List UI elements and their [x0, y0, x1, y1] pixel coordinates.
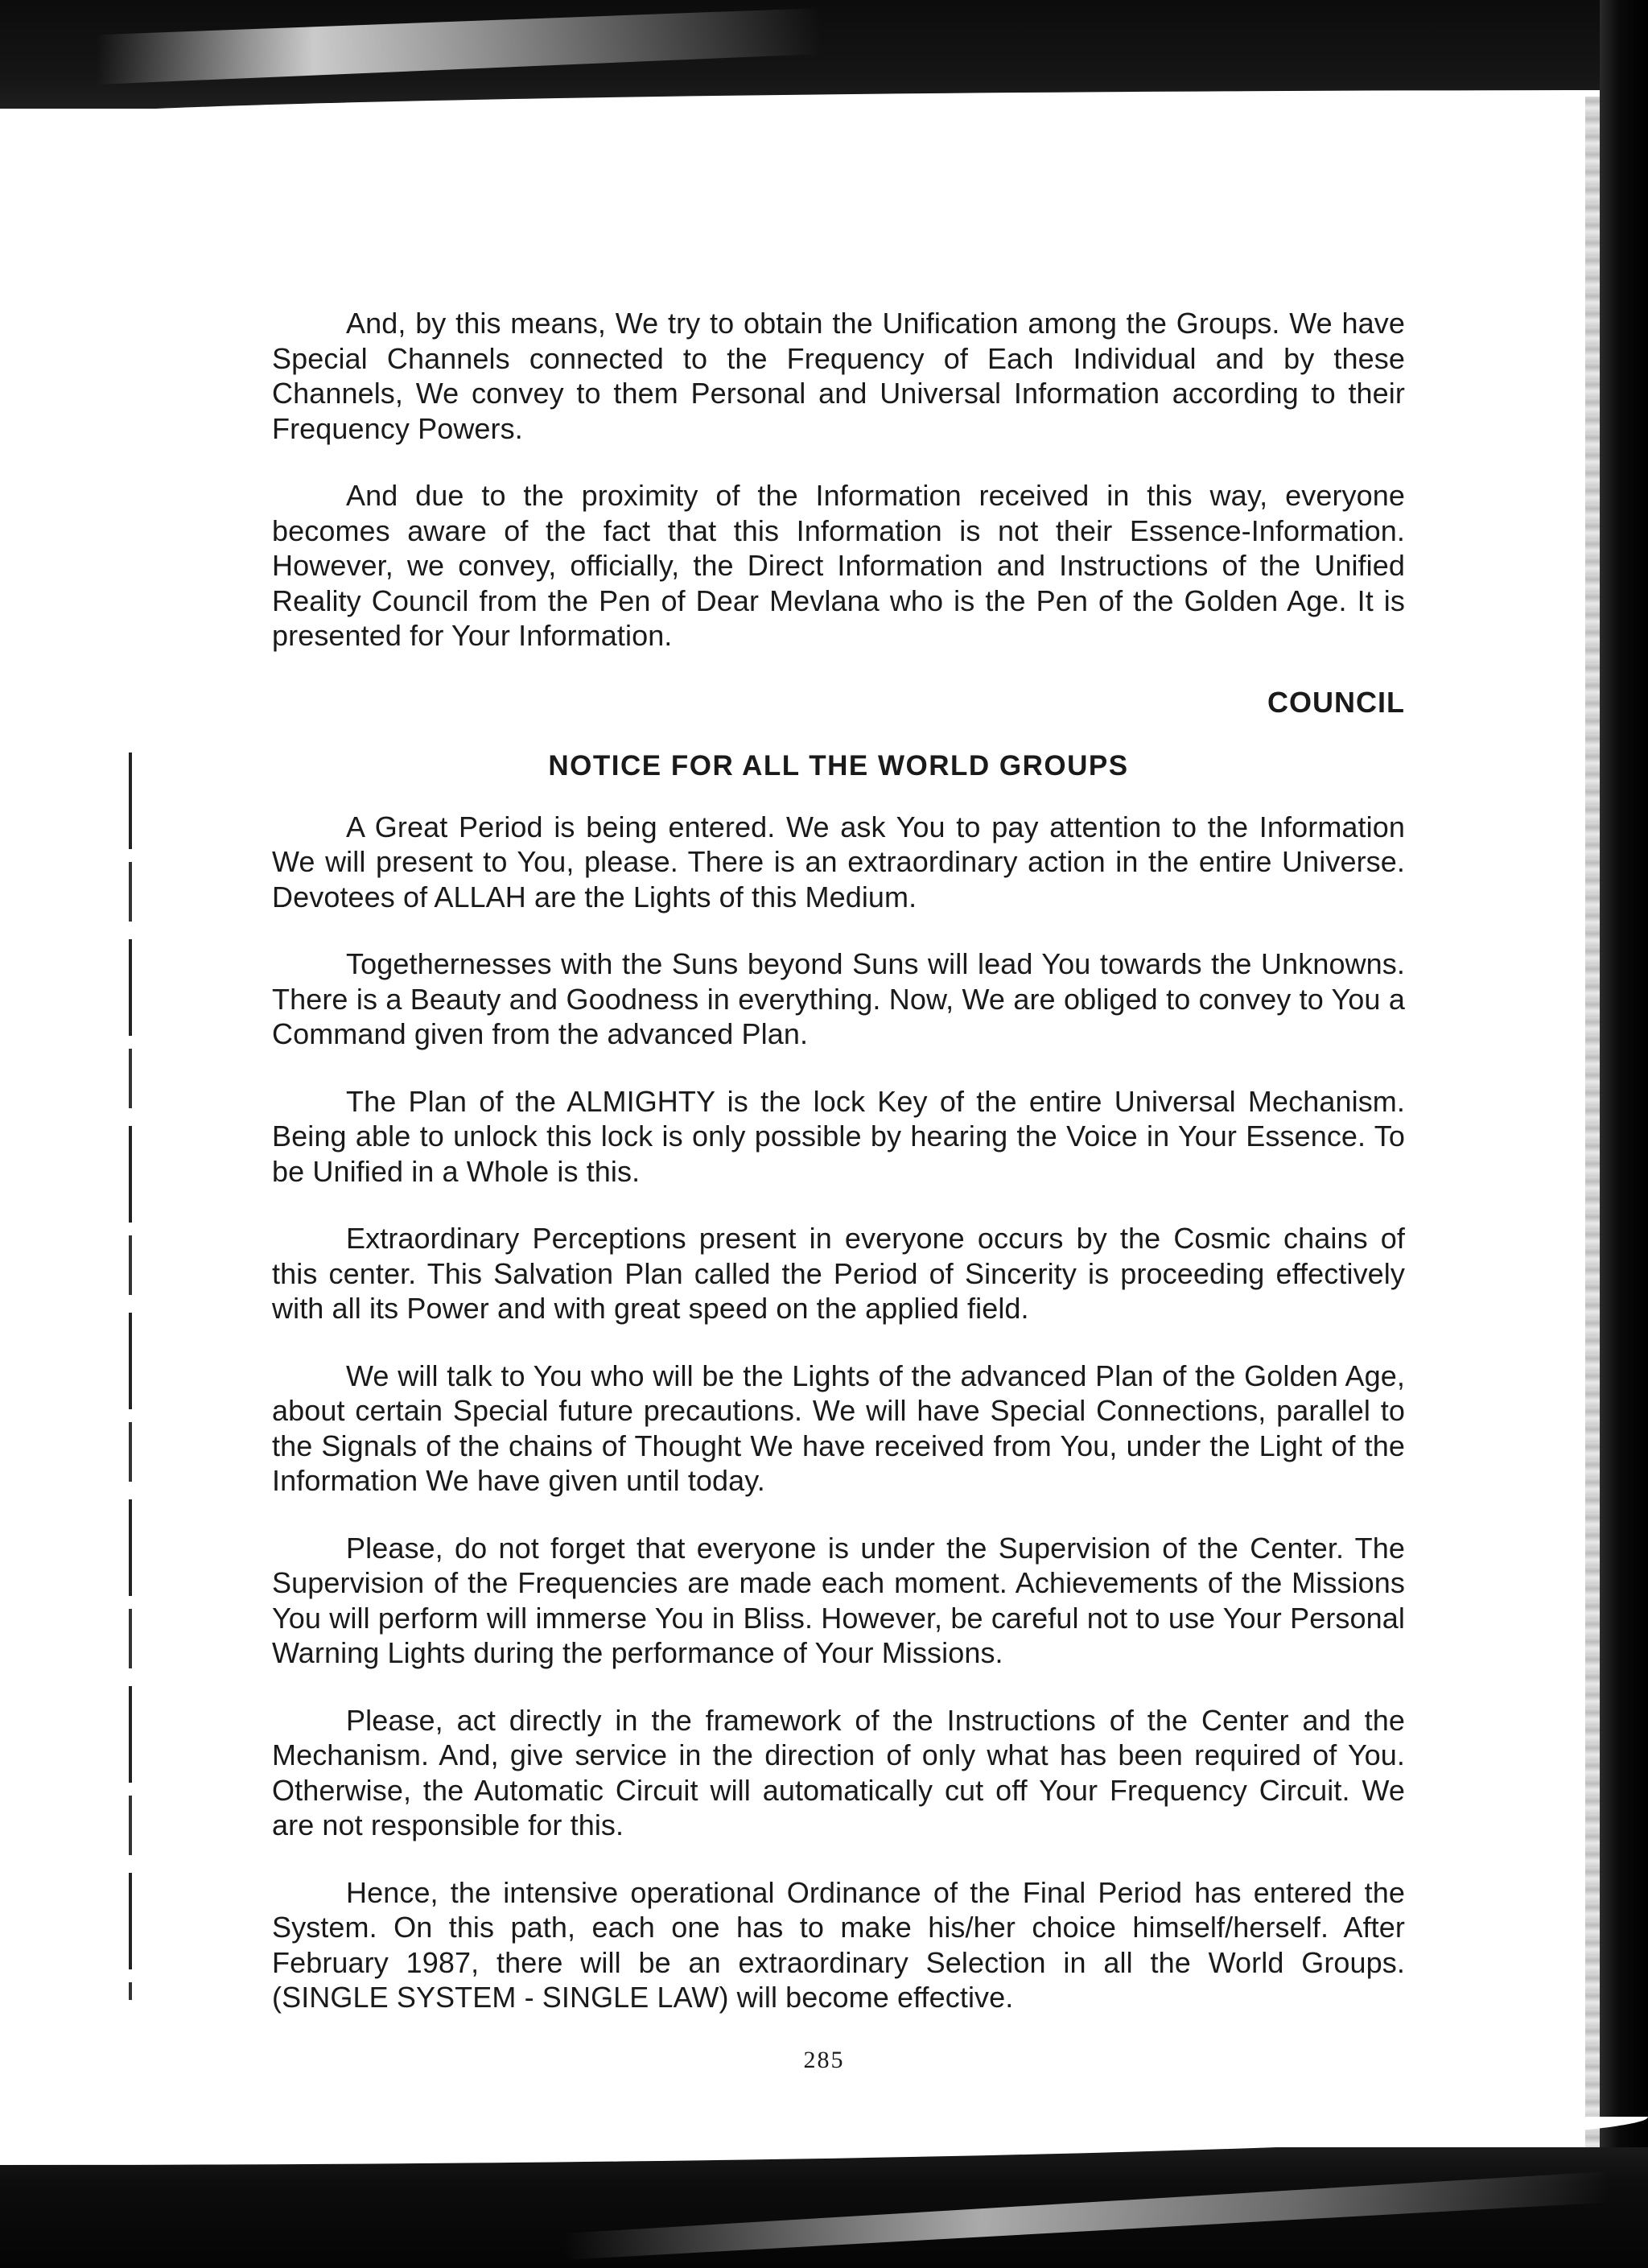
notice-paragraph-2: Togethernesses with the Suns beyond Suns will lead You towards the Unknowns. There is a Beauty and Goodness in everything. Now, We are obliged to convey to You a Command given from the advanced Plan.	[272, 947, 1405, 1050]
notice-paragraph-6: Please, do not forget that everyone is under the Supervision of the Center. The Supervision of the Frequencies are made each moment. Achievements of the Missions You will perform will immerse You in Bliss. However, be careful not to use Your Personal Warning Lights during the performance of Your Missions.	[272, 1531, 1405, 1669]
notice-heading: NOTICE FOR ALL THE WORLD GROUPS	[548, 749, 1129, 781]
notice-paragraph-5: We will talk to You who will be the Lights of the advanced Plan of the Golden Age, about certain Special future precautions. We will have Special Connections, parallel to the Signals of the chains of Thought We have received from You, under the Light of the Information We have given until today.	[272, 1359, 1405, 1497]
notice-paragraph-4: Extraordinary Perceptions present in everyone occurs by the Cosmic chains of this center. This Salvation Plan called the Period of Sincerity is proceeding effectively with all its Power and with great speed on the applied field.	[272, 1222, 1405, 1325]
intro-paragraph-2: And due to the proximity of the Information received in this way, everyone becomes aware of the fact that this Information is not their Essence-Information. However, we convey, officially, the Direct Information and Instructions of the Unified Reality Council from the Pen of Dear Mevlana who is the Pen of the Golden Age. It is presented for Your Information.	[272, 479, 1405, 652]
page-number: 285	[803, 2047, 845, 2073]
book-page-stack	[1585, 97, 1600, 2157]
intro-paragraph-1: And, by this means, We try to obtain the Unification among the Groups. We have Special Channels connected to the Frequency of Each Individual and by these Channels, We convey to them Personal and Universal Information according to their Frequency Powers.	[272, 307, 1405, 445]
page-body	[272, 306, 1405, 2047]
scan-right-edge	[1600, 0, 1648, 2268]
notice-paragraph-3: The Plan of the ALMIGHTY is the lock Key of the entire Universal Mechanism. Being able to unlock this lock is only possible by hearing the Voice in Your Essence. To be Unified in a Whole is this.	[272, 1084, 1405, 1188]
margin-line-mark	[129, 753, 132, 2000]
notice-paragraph-8: Hence, the intensive operational Ordinance of the Final Period has entered the System. On this path, each one has to make his/her choice himself/herself. After February 1987, there will be an extraordinary Selection in all the World Groups. (SINGLE SYSTEM - SINGLE LAW) will become effective.	[272, 1875, 1405, 2014]
council-signature: COUNCIL	[1267, 685, 1405, 719]
notice-paragraph-7: Please, act directly in the framework of the Instructions of the Center and the Mechanism. And, give service in the direction of only what has been required of You. Otherwise, the Automatic Circuit will automatically cut off Your Frequency Circuit. We are not responsible for this.	[272, 1703, 1405, 1841]
notice-paragraph-1: A Great Period is being entered. We ask You to pay attention to the Information We will present to You, please. There is an extraordinary action in the entire Universe. Devotees of ALLAH are the Lights of this Medium.	[272, 810, 1405, 913]
